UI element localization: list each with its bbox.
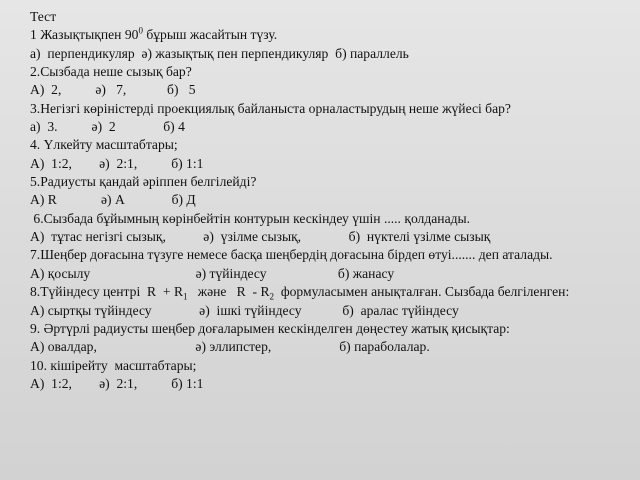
document-title: Тест [30, 9, 57, 24]
question-8-text-mid: және R - R [187, 284, 270, 300]
question-6-options: А) тұтас негізгі сызық, ә) үзілме сызық, б) нүктелі үзілме сызық [30, 229, 491, 245]
question-1-text: 1 Жазықтықпен 90 [30, 27, 139, 43]
question-1-options: а) перпендикуляр ә) жазықтық пен перпендикуляр б) параллель [30, 45, 409, 61]
question-8-options: А) сыртқы түйіндесу ә) ішкі түйіндесу б) аралас түйіндесу [30, 302, 459, 318]
question-3-options: а) 3. ә) 2 б) 4 [30, 119, 185, 135]
question-10: 10. кішірейту масштабтары; [30, 357, 197, 373]
question-2: 2.Сызбада неше сызық бар? [30, 64, 192, 80]
question-10-options: А) 1:2, ә) 2:1, б) 1:1 [30, 375, 204, 391]
question-9-options: А) овалдар, ә) эллипстер, б) параболалар. [30, 339, 430, 355]
question-4: 4. Үлкейту масштабтары; [30, 137, 178, 153]
question-2-options: А) 2, ә) 7, б) 5 [30, 82, 196, 98]
question-5: 5.Радиусты қандай әріппен белгілейді? [30, 174, 257, 190]
test-document [30, 8, 634, 393]
question-5-options: А) R ә) A б) Д [30, 192, 196, 208]
question-1 [30, 26, 634, 44]
degree-superscript: 0 [138, 25, 143, 36]
question-6: 6.Сызбада бұйымның көрінбейтін контурын кескіндеу үшін ..... қолданады. [30, 210, 471, 226]
question-7-options: А) қосылу ә) түйіндесу б) жанасу [30, 265, 395, 281]
subscript-2: 2 [269, 291, 275, 302]
question-3: 3.Негізгі көріністерді проекциялық байланыста орналастырудың неше жүйесі бар? [30, 100, 511, 116]
subscript-1: 1 [183, 291, 188, 302]
question-8-text: 8.Түйіндесу центрі R + R [30, 284, 184, 300]
question-8 [30, 283, 634, 301]
question-1-text-end: бұрыш жасайтын түзу. [142, 27, 278, 43]
question-7: 7.Шеңбер доғасына түзуге немесе басқа шеңбердің доғасына бірдеп өтуі....... деп аталады. [30, 247, 553, 263]
question-8-text-end: формуласымен анықталған. Сызбада белгіленген: [274, 284, 570, 300]
question-4-options: А) 1:2, ә) 2:1, б) 1:1 [30, 155, 204, 171]
question-9: 9. Әртүрлі радиусты шеңбер доғаларымен кескінделген дөңестеу жатық қисықтар: [30, 320, 510, 336]
